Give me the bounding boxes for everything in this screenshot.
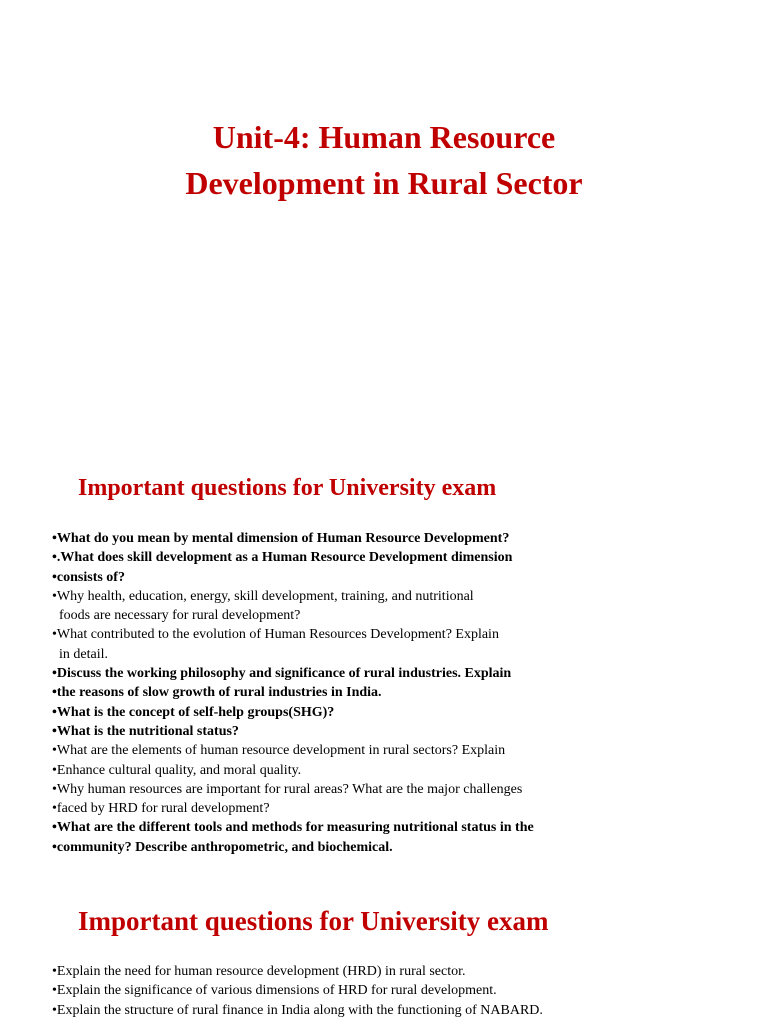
question-line: •Why human resources are important for rural areas? What are the major challenges [52,781,523,797]
question-line: •Explain the structure of rural finance in India along with the functioning of NABARD. [52,1002,543,1018]
question-line: •community? Describe anthropometric, and biochemical. [52,839,393,855]
question-list-2 [52,962,543,1020]
question-line: •Explain the need for human resource development (HRD) in rural sector. [52,964,466,979]
question-line: •What contributed to the evolution of Human Resources Development? Explain [52,627,499,643]
slide-title [0,114,768,206]
question-line: •Why health, education, energy, skill development, training, and nutritional [52,588,474,604]
question-line: •.What does skill development as a Human Resource Development dimension [52,550,513,566]
question-line: foods are necessary for rural development? [52,608,301,624]
question-line: •Explain the significance of various dimensions of HRD for rural development. [52,983,497,999]
question-line: •the reasons of slow growth of rural industries in India. [52,685,382,701]
question-line: •consists of? [52,569,125,585]
question-line: •What is the nutritional status? [52,723,239,739]
slide-title-line-2: Development in Rural Sector [185,165,583,201]
question-line: in detail. [52,646,108,662]
question-line: •What is the concept of self-help groups(SHG)? [52,704,335,720]
question-line: •What do you mean by mental dimension of Human Resource Development? [52,531,510,546]
question-line: •Discuss the working philosophy and significance of rural industries. Explain [52,666,512,682]
question-line: •Enhance cultural quality, and moral quality. [52,762,302,778]
section-heading-2: Important questions for University exam [78,906,549,936]
question-line: •What are the different tools and methods for measuring nutritional status in the [52,820,534,836]
question-list-1 [52,529,534,857]
section-heading-1: Important questions for University exam [78,475,497,501]
question-line: •faced by HRD for rural development? [52,801,270,817]
question-line: •What are the elements of human resource development in rural sectors? Explain [52,743,506,759]
slide-title-line-1: Unit-4: Human Resource [212,119,556,155]
